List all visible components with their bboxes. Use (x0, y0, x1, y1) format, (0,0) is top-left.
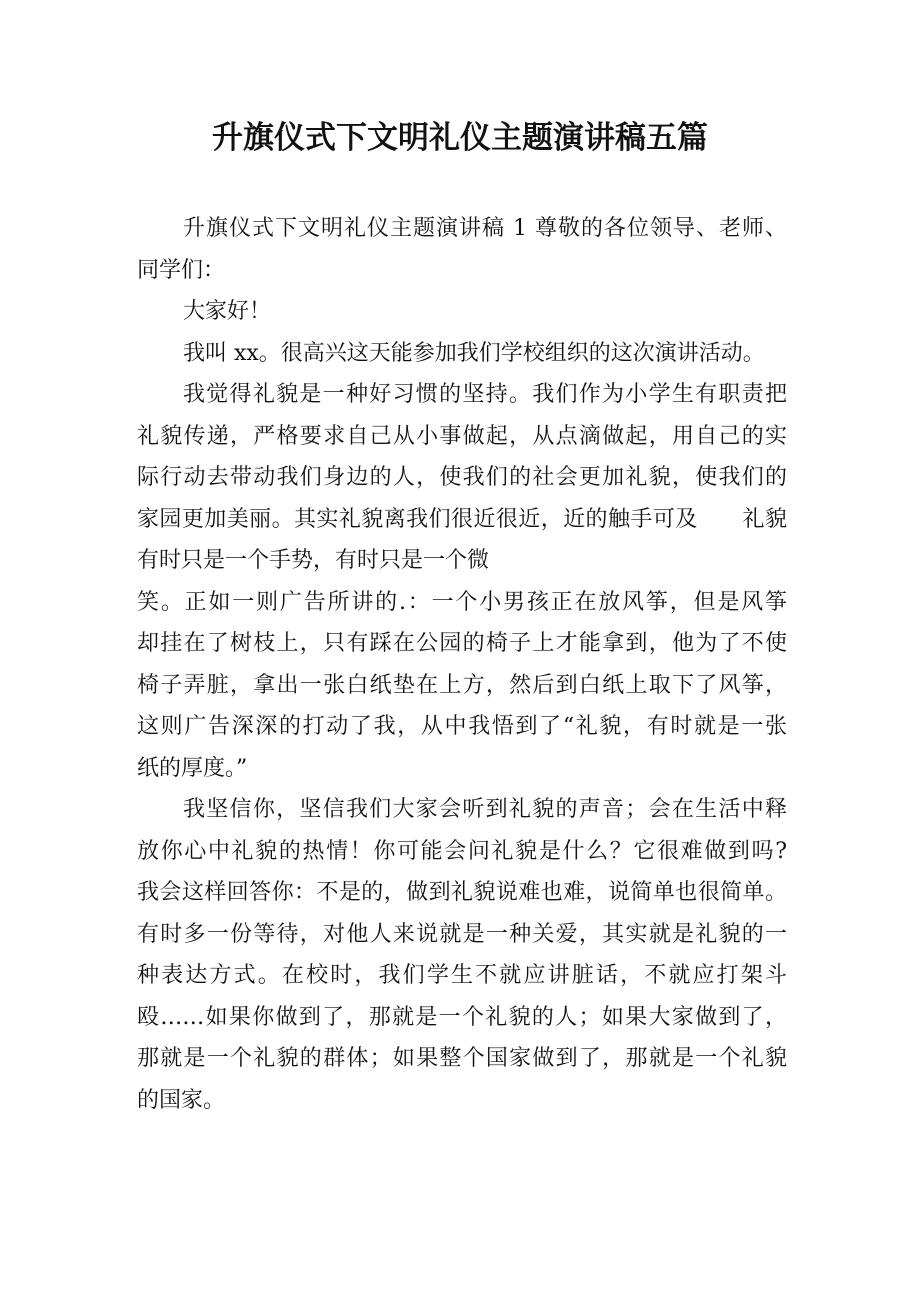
paragraph (137, 208, 787, 291)
paragraph (137, 374, 787, 789)
text-line: 际行动去带动我们身边的人，使我们的社会更加礼貌，使我们的 (137, 465, 787, 490)
text-line: 家园更加美丽。其实礼貌离我们很近很近，近的触手可及 礼貌 (137, 506, 787, 532)
paragraph (137, 789, 787, 1121)
text-line: 升旗仪式下文明礼仪主题演讲稿 1 尊敬的各位领导、老师、 (183, 216, 787, 241)
text-line: 有时多一份等待，对他人来说就是一种关爱，其实就是礼貌的一 (137, 921, 787, 947)
text-line: 大家好！ (183, 299, 272, 324)
paragraph (137, 291, 787, 333)
text-line: 我觉得礼貌是一种好习惯的坚持。我们作为小学生有职责把 (183, 382, 787, 407)
text-line: 纸的厚度。” (137, 755, 248, 781)
paragraph (137, 333, 787, 375)
text-line: 笑。正如一则广告所讲的.：一个小男孩正在放风筝，但是风筝 (137, 589, 787, 615)
text-line: 却挂在了树枝上，只有踩在公园的椅子上才能拿到，他为了不使 (137, 631, 787, 656)
text-line: 种表达方式。在校时，我们学生不就应讲脏话，不就应打架斗 (137, 963, 787, 988)
text-line: 椅子弄脏，拿出一张白纸垫在上方，然后到白纸上取下了风筝， (137, 672, 787, 698)
document-body (137, 208, 787, 1121)
text-line: 我会这样回答你：不是的，做到礼貌说难也难，说简单也很简单。 (137, 880, 787, 905)
text-line: 放你心中礼貌的热情！你可能会问礼貌是什么？它很难做到吗? (137, 838, 787, 864)
text-line: 这则广告深深的打动了我，从中我悟到了“礼貌，有时就是一张 (137, 714, 787, 739)
text-line: 那就是一个礼貌的群体；如果整个国家做到了，那就是一个礼貌 (137, 1046, 787, 1071)
text-line: 我叫 xx。很高兴这天能参加我们学校组织的这次演讲活动。 (183, 340, 765, 366)
text-line: 我坚信你，坚信我们大家会听到礼貌的声音；会在生活中释 (183, 797, 787, 822)
text-line: 礼貌传递，严格要求自己从小事做起，从点滴做起，用自己的实 (137, 423, 787, 449)
text-line: 同学们： (137, 257, 226, 283)
text-line: 有时只是一个手势，有时只是一个微 (137, 548, 490, 573)
document-title: 升旗仪式下文明礼仪主题演讲稿五篇 (212, 120, 708, 156)
text-line: 的国家。 (137, 1087, 226, 1113)
text-line: 殴……如果你做到了，那就是一个礼貌的人；如果大家做到了， (137, 1004, 787, 1030)
